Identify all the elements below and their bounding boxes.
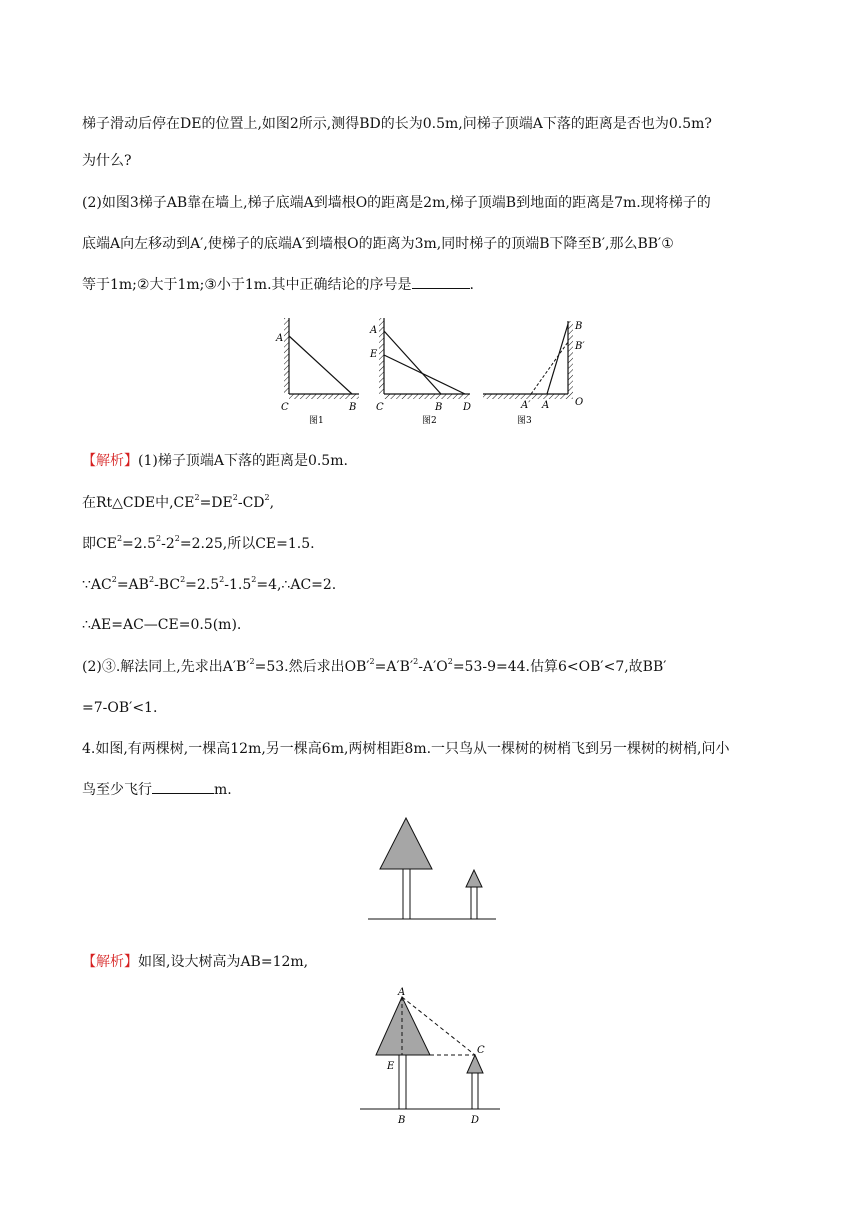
- analysis1-line6: (2)③.解法同上,先求出$A'B'^2=53$.然后求出$OB'^2=A'B'^2-A'O^2=53-9=44$.估算6<OB′<7,故BB′: [82, 657, 667, 675]
- caption-1: 图1: [309, 416, 324, 426]
- analysis1-line3: 即$CE^2=2.5^2-2^2=2.25$,所以CE=1.5.: [82, 534, 315, 552]
- label-A: A: [276, 333, 284, 344]
- label-B: B: [349, 402, 357, 413]
- analysis1-line2: 在Rt△CDE中$,CE^2=DE^2-CD^2$,: [82, 493, 275, 511]
- label-A: A: [398, 987, 406, 998]
- para1-line1: 梯子滑动后停在DE的位置上,如图2所示,测得BD的长为0.5m,问梯子顶端A下落的距离是否也为0.5m?: [82, 116, 712, 132]
- analysis1-line7: =7-OB′<1.: [82, 700, 158, 716]
- caption-3: 图3: [517, 416, 532, 426]
- para2-line3: 等于1m;②大于1m;③小于1m.其中正确结论的序号是 .: [82, 277, 474, 293]
- analysis1-line5: ∴AE=AC—CE=0.5(m).: [82, 617, 242, 633]
- caption-2: 图2: [422, 416, 437, 426]
- label-A: A: [542, 400, 550, 411]
- figure-1: [275, 318, 359, 426]
- figure-3: [483, 321, 585, 426]
- label-E: E: [387, 1061, 395, 1072]
- label-D: D: [463, 402, 472, 413]
- small-tree: [467, 1055, 483, 1109]
- label-B: B: [575, 321, 583, 332]
- analysis-tag: 【解析】: [82, 954, 138, 970]
- label-O: O: [575, 397, 584, 408]
- label-A-prime: A′: [521, 400, 531, 411]
- label-C: C: [477, 1045, 485, 1056]
- big-tree: [376, 997, 430, 1109]
- trees-figure: [365, 815, 500, 923]
- analysis1-line4: $\because AC^2=AB^2-BC^2=2.5^2-1.5^2=4,\therefore AC=2$.: [82, 575, 337, 593]
- analysis1-line1: 【解析】(1)梯子顶端A下落的距离是0.5m.: [82, 453, 348, 469]
- big-tree: [380, 818, 432, 919]
- analysis-tag: 【解析】: [82, 453, 138, 469]
- para2-line2: 底端A向左移动到A′,使梯子的底端A′到墙根O的距离为3m,同时梯子的顶端B下降至B′,那么BB′①: [82, 236, 674, 252]
- label-A: A: [370, 325, 378, 336]
- para1-line2: 为什么?: [82, 153, 132, 169]
- label-B: B: [435, 402, 443, 413]
- answer-blank: [152, 781, 214, 794]
- answer-blank: [412, 276, 470, 289]
- small-tree: [466, 870, 482, 919]
- analysis2-line1: 【解析】如图,设大树高为AB=12m,: [82, 954, 309, 970]
- label-E: E: [370, 349, 378, 360]
- label-D: D: [471, 1115, 480, 1126]
- para2-line1: (2)如图3梯子AB靠在墙上,梯子底端A到墙根O的距离是2m,梯子顶端B到地面的距离是7m.现将梯子的: [82, 195, 711, 211]
- label-C: C: [281, 402, 289, 413]
- label-B: B: [398, 1115, 406, 1126]
- ladder-figures: [265, 315, 600, 430]
- q4-line2: 鸟至少飞行 m.: [82, 782, 232, 798]
- figure-2: [369, 318, 471, 426]
- label-B-prime: B′: [575, 341, 585, 352]
- label-C: C: [376, 402, 384, 413]
- labeled-trees-figure: [355, 985, 505, 1130]
- q4-line1: 4.如图,有两棵树,一棵高12m,另一棵高6m,两树相距8m.一只鸟从一棵树的树梢飞到另一棵树的树梢,问小: [82, 741, 730, 757]
